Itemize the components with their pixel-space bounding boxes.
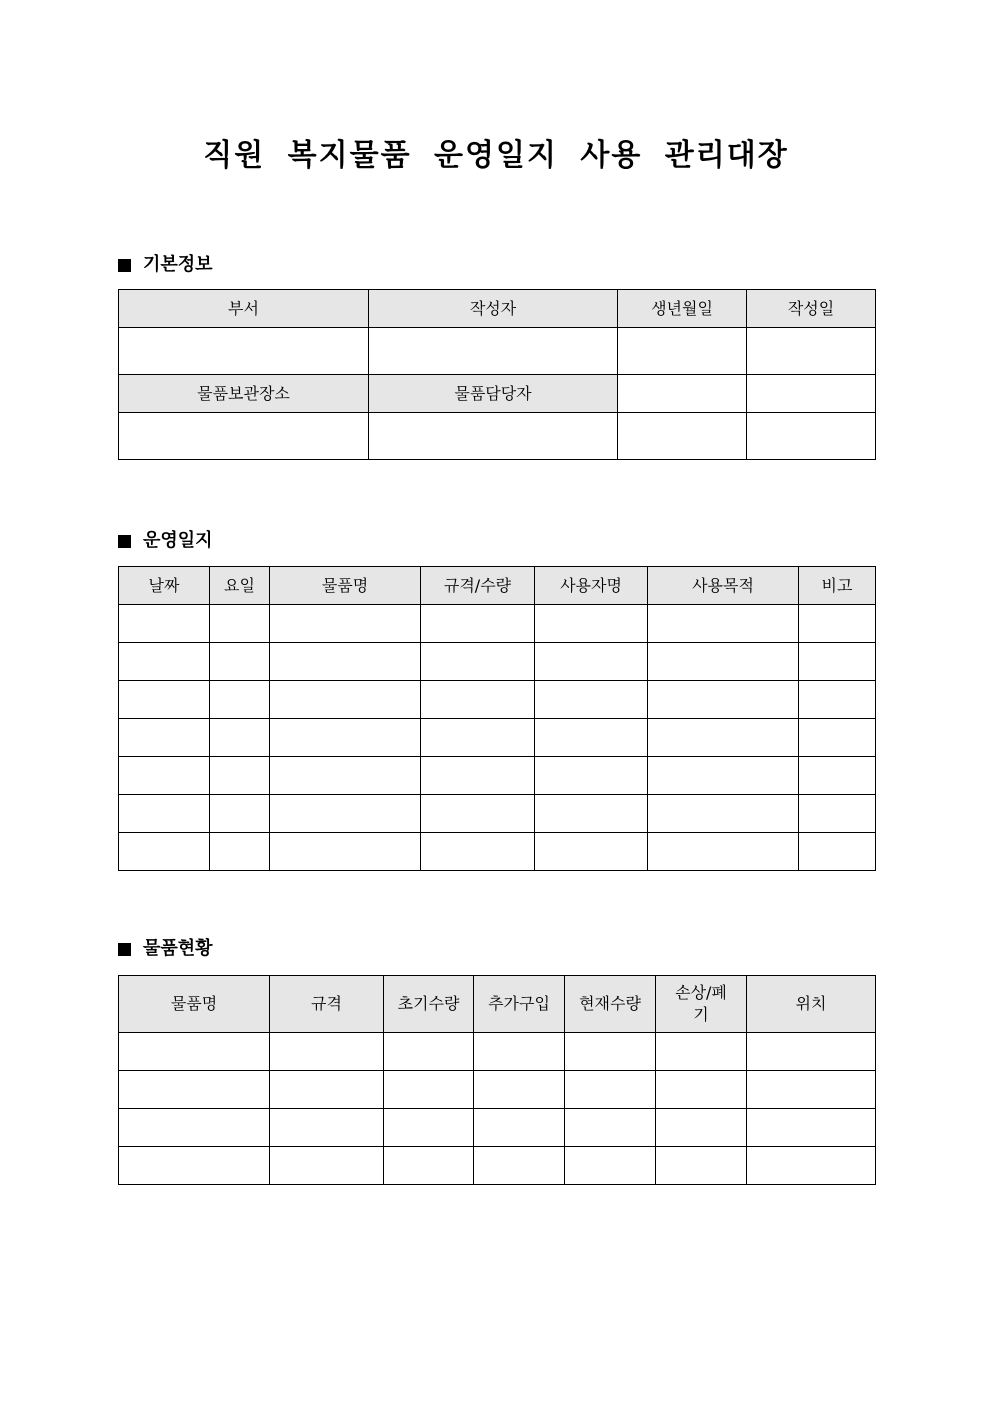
table-cell[interactable] [565, 1147, 656, 1185]
table-row [119, 681, 876, 719]
table-cell[interactable] [421, 719, 535, 757]
table-cell[interactable] [535, 681, 648, 719]
basic-info-table [118, 289, 876, 460]
table-cell[interactable] [799, 681, 876, 719]
operation-log-rows [119, 605, 876, 871]
table-cell[interactable] [421, 833, 535, 871]
table-cell[interactable] [210, 719, 270, 757]
table-cell[interactable] [270, 605, 421, 643]
table-cell[interactable] [270, 643, 421, 681]
table-cell[interactable] [119, 757, 210, 795]
header-spec-quantity: 규격/수량 [421, 567, 535, 605]
table-cell[interactable] [119, 795, 210, 833]
table-cell[interactable] [270, 1147, 384, 1185]
table-cell[interactable] [535, 833, 648, 871]
table-cell[interactable] [747, 1109, 876, 1147]
table-cell[interactable] [747, 1033, 876, 1071]
blank-cell[interactable] [747, 413, 876, 460]
header-initial-quantity: 초기수량 [384, 976, 474, 1033]
table-row [119, 1147, 876, 1185]
table-cell[interactable] [799, 719, 876, 757]
table-cell[interactable] [210, 795, 270, 833]
table-cell[interactable] [384, 1109, 474, 1147]
table-cell[interactable] [270, 719, 421, 757]
table-cell[interactable] [648, 719, 799, 757]
table-cell[interactable] [270, 833, 421, 871]
header-spec: 규격 [270, 976, 384, 1033]
table-cell[interactable] [119, 1033, 270, 1071]
table-cell[interactable] [421, 795, 535, 833]
header-damaged-disposed: 손상/폐기 [656, 976, 747, 1033]
department-cell[interactable] [119, 328, 369, 375]
table-cell[interactable] [210, 757, 270, 795]
item-manager-cell[interactable] [369, 413, 618, 460]
section-heading-basic-info [118, 253, 213, 277]
table-cell[interactable] [535, 757, 648, 795]
table-cell[interactable] [270, 795, 421, 833]
square-bullet-icon [118, 535, 131, 548]
table-cell[interactable] [535, 643, 648, 681]
table-cell[interactable] [384, 1071, 474, 1109]
table-cell[interactable] [565, 1071, 656, 1109]
table-cell[interactable] [799, 833, 876, 871]
header-purpose: 사용목적 [648, 567, 799, 605]
table-row [119, 795, 876, 833]
table-row [119, 1109, 876, 1147]
section-heading-label: 물품현황 [143, 938, 213, 959]
table-cell[interactable] [270, 681, 421, 719]
table-cell[interactable] [210, 681, 270, 719]
table-cell[interactable] [799, 643, 876, 681]
blank-cell[interactable] [618, 375, 747, 413]
table-cell[interactable] [421, 681, 535, 719]
table-cell[interactable] [747, 1147, 876, 1185]
header-additional-purchase: 추가구입 [474, 976, 565, 1033]
table-cell[interactable] [535, 719, 648, 757]
section-heading-label: 운영일지 [143, 530, 213, 551]
table-row [119, 605, 876, 643]
table-cell[interactable] [384, 1147, 474, 1185]
operation-log-table [118, 566, 876, 871]
author-cell[interactable] [369, 328, 618, 375]
table-cell[interactable] [119, 1147, 270, 1185]
table-row [119, 643, 876, 681]
table-cell[interactable] [474, 1147, 565, 1185]
table-cell[interactable] [270, 1109, 384, 1147]
table-cell[interactable] [648, 757, 799, 795]
table-cell[interactable] [270, 1071, 384, 1109]
header-current-quantity: 현재수량 [565, 976, 656, 1033]
square-bullet-icon [118, 943, 131, 956]
item-status-rows [119, 1033, 876, 1185]
section-heading-item-status [118, 937, 213, 961]
table-cell[interactable] [119, 1071, 270, 1109]
header-remarks: 비고 [799, 567, 876, 605]
table-row [119, 833, 876, 871]
header-item-name: 물품명 [270, 567, 421, 605]
table-cell[interactable] [421, 605, 535, 643]
table-cell[interactable] [119, 643, 210, 681]
table-cell[interactable] [270, 1033, 384, 1071]
table-cell[interactable] [210, 605, 270, 643]
header-location: 위치 [747, 976, 876, 1033]
header-item-manager: 물품담당자 [369, 375, 618, 413]
table-cell[interactable] [474, 1033, 565, 1071]
table-row [119, 719, 876, 757]
table-cell[interactable] [648, 795, 799, 833]
square-bullet-icon [118, 259, 131, 272]
table-cell[interactable] [384, 1033, 474, 1071]
birth-date-cell[interactable] [618, 328, 747, 375]
table-cell[interactable] [535, 795, 648, 833]
section-heading-label: 기본정보 [143, 254, 213, 275]
header-date: 날짜 [119, 567, 210, 605]
header-weekday: 요일 [210, 567, 270, 605]
table-cell[interactable] [648, 605, 799, 643]
header-written-date: 작성일 [747, 290, 876, 328]
table-cell[interactable] [119, 833, 210, 871]
table-cell[interactable] [421, 643, 535, 681]
table-cell[interactable] [799, 605, 876, 643]
blank-cell[interactable] [747, 375, 876, 413]
header-birth-date: 생년월일 [618, 290, 747, 328]
table-cell[interactable] [421, 757, 535, 795]
table-cell[interactable] [648, 833, 799, 871]
table-cell[interactable] [270, 757, 421, 795]
table-cell[interactable] [747, 1071, 876, 1109]
table-cell[interactable] [565, 1033, 656, 1071]
table-cell[interactable] [656, 1071, 747, 1109]
table-cell[interactable] [565, 1109, 656, 1147]
header-department: 부서 [119, 290, 369, 328]
page-title: 직원 복지물품 운영일지 사용 관리대장 [203, 138, 789, 173]
section-heading-operation-log [118, 529, 213, 553]
table-cell[interactable] [648, 681, 799, 719]
table-cell[interactable] [656, 1033, 747, 1071]
table-cell[interactable] [474, 1071, 565, 1109]
table-cell[interactable] [210, 833, 270, 871]
table-row [119, 757, 876, 795]
table-cell[interactable] [799, 795, 876, 833]
table-cell[interactable] [210, 643, 270, 681]
table-cell[interactable] [656, 1147, 747, 1185]
header-user-name: 사용자명 [535, 567, 648, 605]
table-cell[interactable] [119, 681, 210, 719]
table-cell[interactable] [648, 643, 799, 681]
blank-cell[interactable] [618, 413, 747, 460]
table-cell[interactable] [535, 605, 648, 643]
table-cell[interactable] [656, 1109, 747, 1147]
table-row [119, 1071, 876, 1109]
table-cell[interactable] [119, 719, 210, 757]
storage-location-cell[interactable] [119, 413, 369, 460]
written-date-cell[interactable] [747, 328, 876, 375]
table-row [119, 1033, 876, 1071]
header-storage-location: 물품보관장소 [119, 375, 369, 413]
header-item-name: 물품명 [119, 976, 270, 1033]
table-cell[interactable] [119, 1109, 270, 1147]
table-cell[interactable] [119, 605, 210, 643]
item-status-table [118, 975, 876, 1185]
table-cell[interactable] [474, 1109, 565, 1147]
header-author: 작성자 [369, 290, 618, 328]
table-cell[interactable] [799, 757, 876, 795]
